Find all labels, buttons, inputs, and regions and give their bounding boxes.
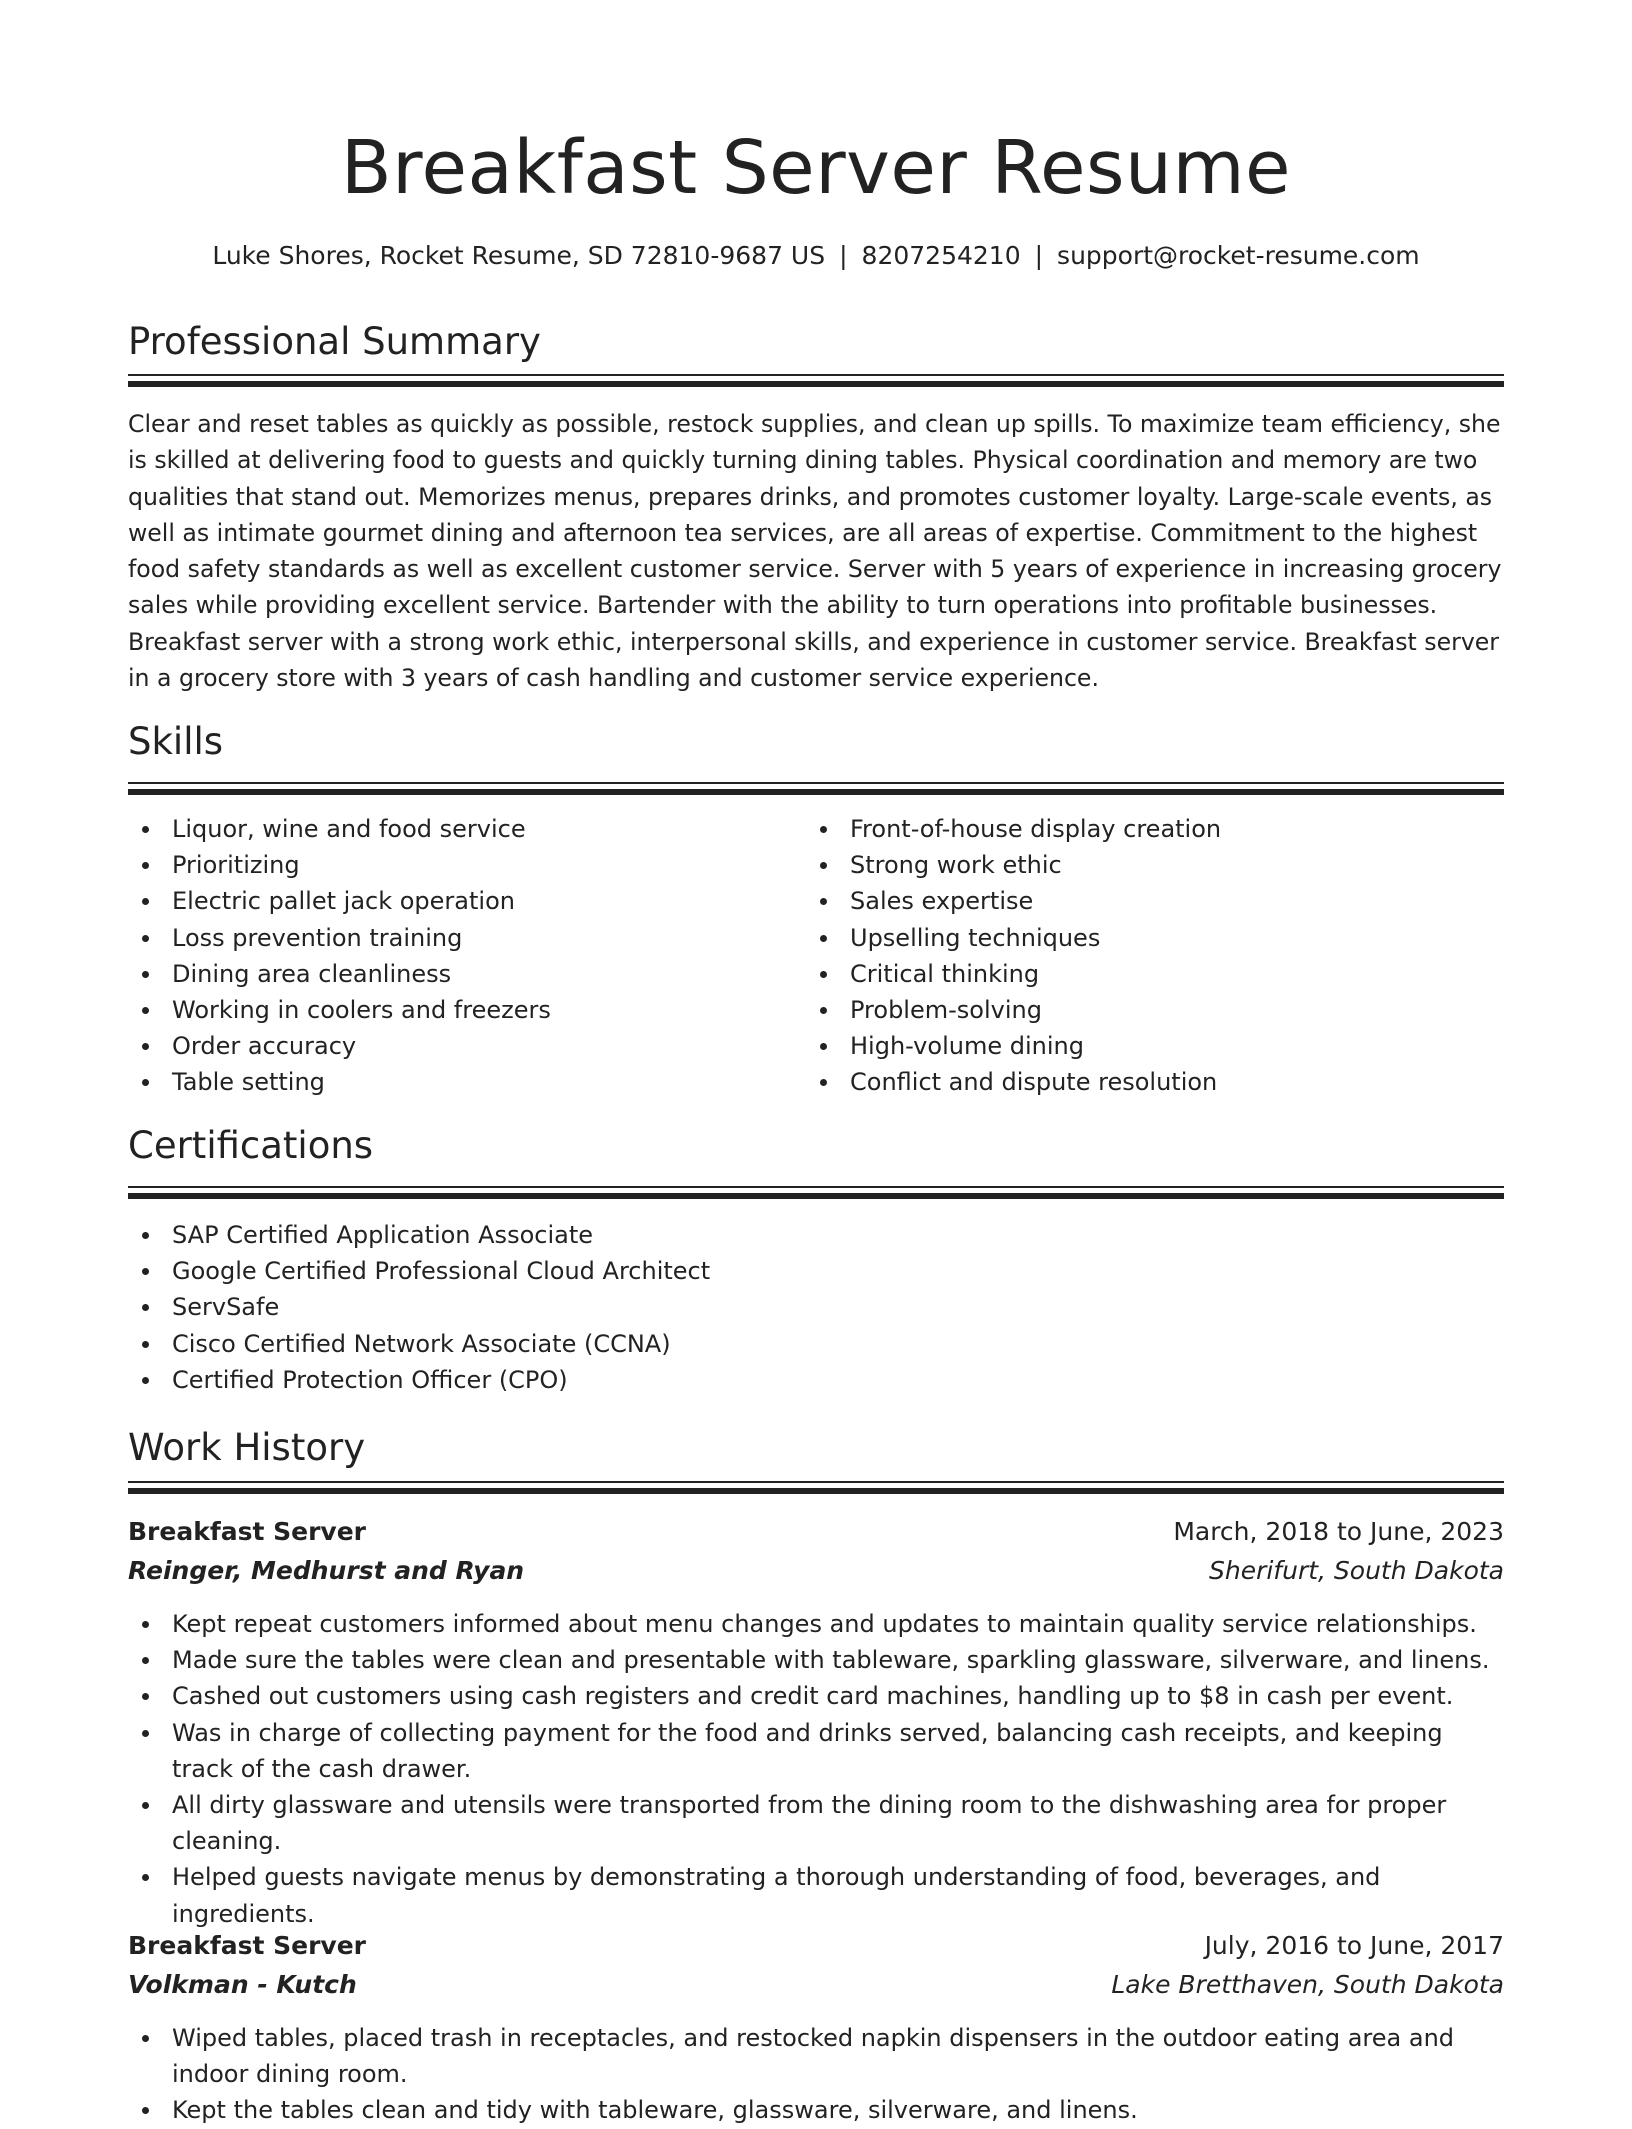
list-item: Loss prevention training: [128, 920, 788, 956]
job-dates: March, 2018 to June, 2023: [1173, 1517, 1504, 1546]
list-item: Liquor, wine and food service: [128, 811, 788, 847]
list-item: Critical thinking: [806, 956, 1504, 992]
job-location: Lake Bretthaven, South Dakota: [1111, 1970, 1504, 1999]
job-dates: July, 2016 to June, 2017: [1204, 1931, 1504, 1960]
list-item: Prioritizing: [128, 847, 788, 883]
list-item: Was in charge of collecting payment for the food and drinks served, balancing cash receipts, and keeping track of the cash drawer.: [128, 1715, 1504, 1787]
job-location: Sherifurt, South Dakota: [1208, 1556, 1504, 1585]
section-divider: [128, 374, 1504, 388]
contact-separator: |: [839, 241, 848, 270]
section-divider: [128, 1481, 1504, 1495]
contact-email: support@rocket-resume.com: [1057, 241, 1420, 270]
job-company: Volkman - Kutch: [128, 1970, 357, 1999]
resume-title: Breakfast Server Resume: [340, 125, 1292, 211]
list-item: Cashed out customers using cash registers and credit card machines, handling up to $8 in cash per event.: [128, 1678, 1504, 1714]
list-item: Dining area cleanliness: [128, 956, 788, 992]
list-item: Problem-solving: [806, 992, 1504, 1028]
list-item: Made sure the tables were clean and presentable with tableware, sparkling glassware, silverware, and linens.: [128, 1642, 1504, 1678]
list-item: Conflict and dispute resolution: [806, 1064, 1504, 1100]
contact-address: Luke Shores, Rocket Resume, SD 72810-9687 US: [212, 241, 826, 270]
list-item: Wiped tables, placed trash in receptacles, and restocked napkin dispensers in the outdoor eating area and indoor dining room.: [128, 2020, 1504, 2092]
job-subheader: [128, 1552, 1504, 1590]
contact-separator: |: [1034, 241, 1044, 270]
job-title: Breakfast Server: [128, 1517, 366, 1546]
list-item: Kept the tables clean and tidy with tableware, glassware, silverware, and linens.: [128, 2092, 1504, 2128]
section-title-summary: Professional Summary: [128, 320, 541, 363]
list-item: Helped guests navigate menus by demonstrating a thorough understanding of food, beverages, and ingredients.: [128, 1859, 1504, 1931]
list-item: Certified Protection Officer (CPO): [128, 1362, 1504, 1398]
skills-list-right: [806, 811, 1504, 1101]
list-item: Google Certified Professional Cloud Architect: [128, 1253, 1504, 1289]
job-company: Reinger, Medhurst and Ryan: [128, 1556, 525, 1585]
certifications-list: [128, 1217, 1504, 1398]
list-item: Front-of-house display creation: [806, 811, 1504, 847]
job-subheader: [128, 1966, 1504, 2004]
list-item: Strong work ethic: [806, 847, 1504, 883]
job-bullets: [128, 2020, 1504, 2129]
list-item: Order accuracy: [128, 1028, 788, 1064]
list-item: Cisco Certified Network Associate (CCNA): [128, 1326, 1504, 1362]
list-item: Table setting: [128, 1064, 788, 1100]
list-item: Kept repeat customers informed about menu changes and updates to maintain quality service relationships.: [128, 1606, 1504, 1642]
list-item: ServSafe: [128, 1289, 1504, 1325]
contact-line: [128, 238, 1504, 274]
job-title: Breakfast Server: [128, 1931, 366, 1960]
section-title-work-history: Work History: [128, 1426, 366, 1469]
list-item: High-volume dining: [806, 1028, 1504, 1064]
job-header: [128, 1513, 1504, 1551]
list-item: SAP Certified Application Associate: [128, 1217, 1504, 1253]
list-item: Upselling techniques: [806, 920, 1504, 956]
contact-phone: 8207254210: [861, 241, 1021, 270]
list-item: Sales expertise: [806, 883, 1504, 919]
section-divider: [128, 1186, 1504, 1200]
section-title-skills: Skills: [128, 720, 224, 763]
job-header: [128, 1927, 1504, 1965]
section-divider: [128, 782, 1504, 796]
section-title-certifications: Certifications: [128, 1124, 374, 1167]
skills-list-left: [128, 811, 788, 1101]
list-item: Electric pallet jack operation: [128, 883, 788, 919]
job-bullets: [128, 1606, 1504, 1932]
summary-text: Clear and reset tables as quickly as possible, restock supplies, and clean up spills. To maximize team efficiency, she is skilled at delivering food to guests and quickly turning dining tables. Physical coordination and memory are two qualities that stand out. Memorizes menus, prepares drinks, and promotes customer loyalty. Large-scale events, as well as intimate gourmet dining and afternoon tea services, are all areas of expertise. Commitment to the highest food safety standards as well as excellent customer service. Server with 5 years of experience in increasing grocery sales while providing excellent service. Bartender with the ability to turn operations into profitable businesses. Breakfast server with a strong work ethic, interpersonal skills, and experience in customer service. Breakfast server in a grocery store with 3 years of cash handling and customer service experience.: [128, 410, 1502, 693]
list-item: All dirty glassware and utensils were transported from the dining room to the dishwashing area for proper cleaning.: [128, 1787, 1504, 1859]
list-item: Working in coolers and freezers: [128, 992, 788, 1028]
